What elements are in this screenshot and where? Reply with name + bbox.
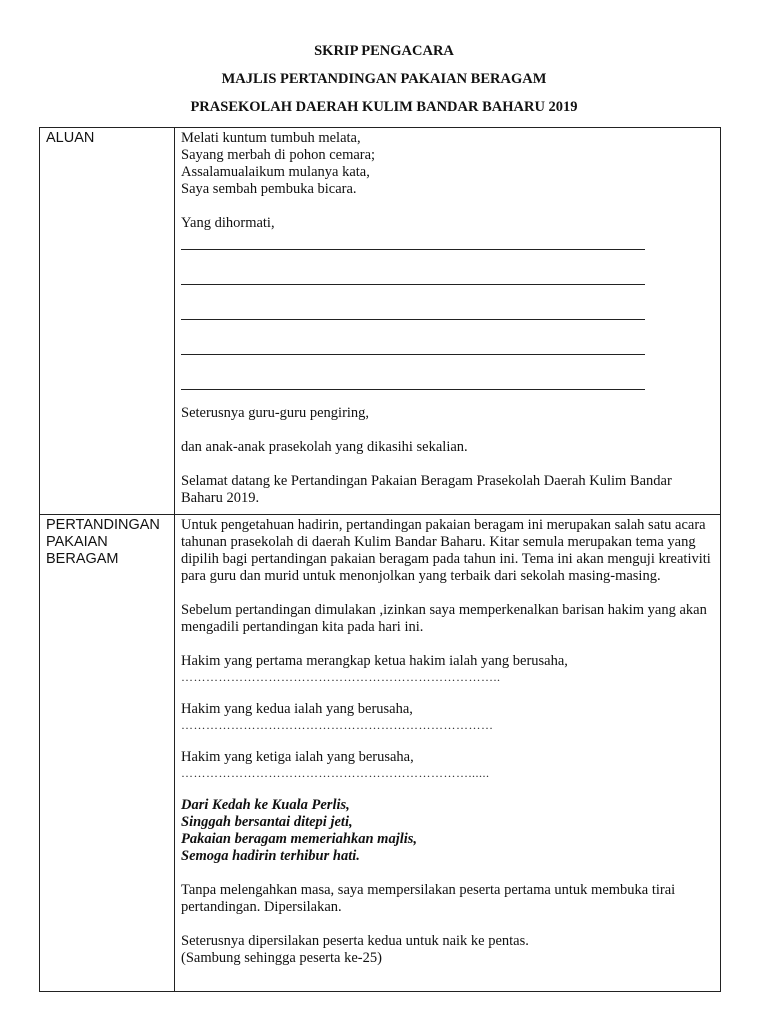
judges-intro: Sebelum pertandingan dimulakan ,izinkan saya memperkenalkan barisan hakim yang akan mengadili pertandingan kita pada hari ini.: [181, 602, 707, 635]
event-title: MAJLIS PERTANDINGAN PAKAIAN BERAGAM: [221, 71, 547, 87]
first-participant: Tanpa melengahkan masa, saya mempersilakan peserta pertama untuk membuka tirai pertandingan. Dipersilakan.: [181, 882, 676, 915]
blank-line: [181, 337, 645, 355]
judge-1: Hakim yang pertama merangkap ketua hakim ialah yang berusaha,: [181, 653, 568, 669]
document-title: SKRIP PENGACARA: [314, 43, 454, 59]
judge-1-name-blank: …………………………………………………………………..: [181, 670, 501, 684]
script-table: [39, 127, 721, 992]
children-greeting: dan anak-anak prasekolah yang dikasihi sekalian.: [181, 439, 468, 455]
aluan-row: [40, 128, 721, 515]
blank-line: [181, 232, 645, 250]
pantun-line: Singgah bersantai ditepi jeti,: [181, 814, 353, 830]
blank-line: [181, 267, 645, 285]
judge-2: Hakim yang kedua ialah yang berusaha,: [181, 701, 413, 717]
aluan-content: [175, 128, 721, 515]
blank-line: [181, 302, 645, 320]
second-participant: Seterusnya dipersilakan peserta kedua untuk naik ke pentas.: [181, 933, 529, 949]
pantun-line: Melati kuntum tumbuh melata,: [181, 130, 361, 146]
pantun-line: Semoga hadirin terhibur hati.: [181, 848, 360, 864]
teachers-greeting: Seterusnya guru-guru pengiring,: [181, 405, 370, 421]
pantun-line: Assalamualaikum mulanya kata,: [181, 164, 370, 180]
greeting: Yang dihormati,: [181, 215, 275, 231]
pertandingan-row: [40, 515, 721, 992]
welcome-text: Selamat datang ke Pertandingan Pakaian Beragam Prasekolah Daerah Kulim Bandar Baharu 2019.: [181, 473, 672, 506]
judge-3: Hakim yang ketiga ialah yang berusaha,: [181, 749, 414, 765]
pantun-line: Pakaian beragam memeriahkan majlis,: [181, 831, 418, 847]
blank-line: [181, 372, 645, 390]
pantun-line: Sayang merbah di pohon cemara;: [181, 147, 376, 163]
event-subtitle: PRASEKOLAH DAERAH KULIM BANDAR BAHARU 2019: [190, 99, 578, 115]
intro-paragraph: Untuk pengetahuan hadirin, pertandingan pakaian beragam ini merupakan salah satu acara tahunan prasekolah di daerah Kulim Bandar Baharu. Kitar semula merupakan tema yang dipilih bagi pertandingan pakaian beragam pada tahun ini. Tema ini akan menguji kreativiti para guru dan murid untuk menonjolkan yang terbaik dari sekolah masing-masing.: [181, 517, 711, 584]
aluan-label: ALUAN: [40, 128, 175, 515]
pantun-line: Dari Kedah ke Kuala Perlis,: [181, 797, 350, 813]
pertandingan-content: [175, 515, 721, 992]
judge-2-name-blank: …………………………………………………………………: [181, 718, 494, 732]
pertandingan-label: PERTANDINGAN PAKAIAN BERAGAM: [40, 515, 175, 992]
continue-note: (Sambung sehingga peserta ke-25): [181, 950, 382, 966]
pantun-line: Saya sembah pembuka bicara.: [181, 181, 357, 197]
judge-3-name-blank: ……………………………………………………………......: [181, 766, 490, 780]
